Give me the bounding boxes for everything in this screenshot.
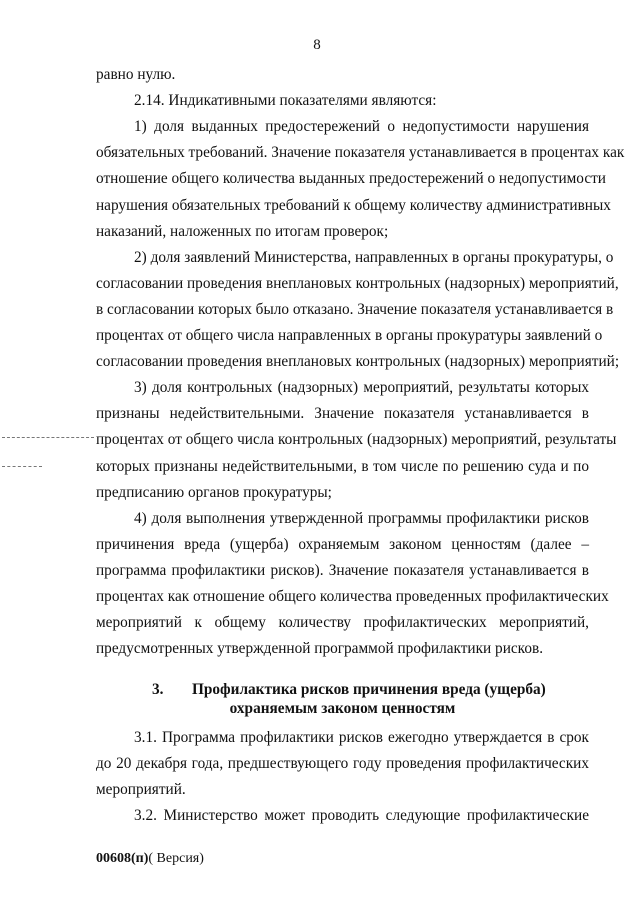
document-version: ( Версия) [148, 851, 204, 866]
text-line: согласовании проведения внеплановых контрольных (надзорных) мероприятий; [96, 353, 620, 371]
text-line: предусмотренных утвержденной программой профилактики рисков. [96, 640, 544, 658]
text-line: 3.1. Программа профилактики рисков ежегодно утверждается в срок [134, 729, 589, 746]
text-line: мероприятий. [96, 781, 186, 799]
text-line: 1) доля выданных предостережений о недопустимости нарушения [134, 118, 589, 136]
text-line: процентах от общего числа направленных в органы прокуратуры заявлений о [96, 327, 603, 344]
text-line: до 20 декабря года, предшествующего году проведения профилактических [96, 755, 589, 773]
text-line: 3.2. Министерство может проводить следующие профилактические [134, 807, 589, 825]
text-line: в согласовании которых было отказано. Значение показателя устанавливается в [96, 300, 614, 318]
document-footer [96, 851, 204, 867]
text-line: 2.14. Индикативными показателями являются: [134, 92, 437, 110]
text-line: отношение общего количества выданных предостережений о недопустимости [96, 170, 606, 188]
scan-mark [2, 437, 94, 439]
text-line: нарушения обязательных требований к общему количеству административных [96, 196, 611, 214]
section-number: 3. [152, 681, 164, 698]
text-line: которых признаны недействительными, в том числе по решению суда и по [96, 457, 589, 475]
text-line: программа профилактики рисков). Значение показателя устанавливается в [96, 561, 589, 579]
page-number: 8 [313, 37, 321, 53]
section-title-line-2: охраняемым законом ценностям [229, 700, 456, 717]
text-line: равно нулю. [96, 66, 176, 83]
text-line: причинения вреда (ущерба) охраняемым законом ценностям (далее – [96, 535, 589, 553]
text-line: согласовании проведения внеплановых контрольных (надзорных) мероприятий, [96, 274, 619, 292]
section-title-line-1: Профилактика рисков причинения вреда (ущерба) [192, 681, 546, 698]
document-code: 00608(п) [96, 851, 149, 866]
text-line: 3) доля контрольных (надзорных) мероприятий, результаты которых [134, 379, 589, 397]
text-line: мероприятий к общему количеству профилактических мероприятий, [96, 614, 589, 632]
text-line: обязательных требований. Значение показателя устанавливается в процентах как [96, 144, 625, 162]
text-line: процентах как отношение общего количества проведенных профилактических [96, 588, 609, 605]
text-line: процентах от общего числа контрольных (надзорных) мероприятий, результаты [96, 431, 617, 449]
text-line: 4) доля выполнения утвержденной программы профилактики рисков [134, 509, 589, 527]
text-line: наказаний, наложенных по итогам проверок; [96, 222, 389, 240]
text-line: 2) доля заявлений Министерства, направленных в органы прокуратуры, о [134, 248, 614, 266]
text-line: предписанию органов прокуратуры; [96, 483, 332, 501]
text-line: признаны недействительными. Значение показателя устанавливается в [96, 405, 589, 423]
scan-mark [2, 466, 42, 468]
